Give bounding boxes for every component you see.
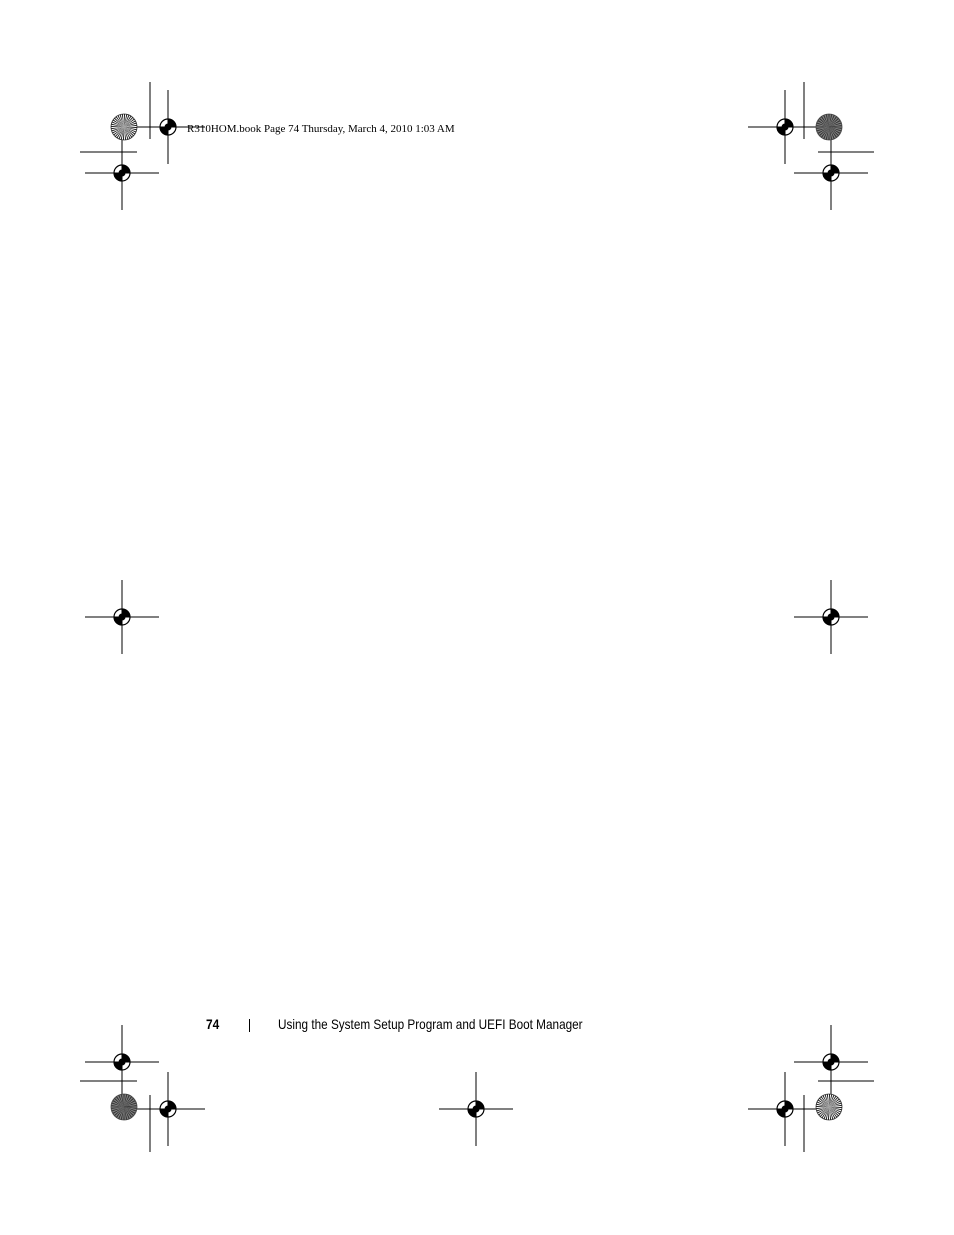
registration-target-icon (439, 1072, 513, 1146)
registration-target-icon (794, 1025, 868, 1099)
registration-target-icon (85, 136, 159, 210)
registration-target-icon (794, 580, 868, 654)
registration-target-icon (794, 136, 868, 210)
registration-target-icon (748, 1072, 822, 1146)
registration-target-icon (85, 580, 159, 654)
starburst-icon (111, 114, 137, 140)
registration-target-icon (748, 90, 822, 164)
footer-separator (249, 1019, 250, 1032)
dense-disc-icon (111, 1094, 137, 1120)
footer-section-title: Using the System Setup Program and UEFI Boot Manager (278, 1016, 583, 1032)
dense-disc-icon (816, 114, 842, 140)
registration-target-icon (131, 1072, 205, 1146)
page-number: 74 (206, 1016, 220, 1032)
starburst-icon (816, 1094, 842, 1120)
print-header: R310HOM.book Page 74 Thursday, March 4, 2010 1:03 AM (187, 123, 455, 135)
registration-target-icon (85, 1025, 159, 1099)
